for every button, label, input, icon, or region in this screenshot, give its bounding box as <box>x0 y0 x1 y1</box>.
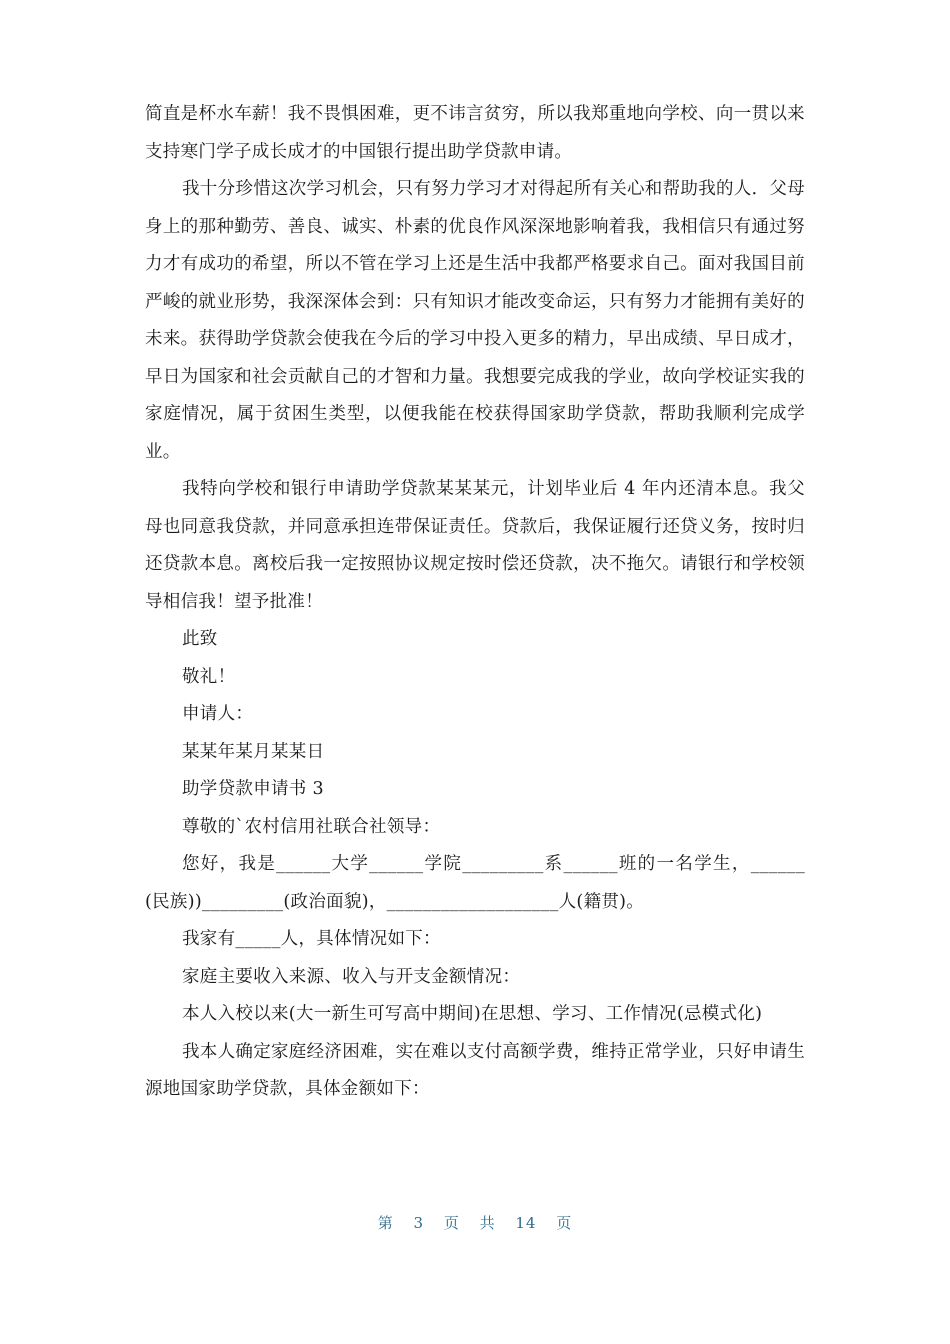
paragraph: 我本人确定家庭经济困难，实在难以支付高额学费，维持正常学业，只好申请生源地国家助学贷款，具体金额如下： <box>145 1041 805 1099</box>
date-line: 某某年某月某某日 <box>182 741 325 762</box>
document-body <box>145 96 805 1109</box>
section-title: 助学贷款申请书 3 <box>182 779 324 799</box>
closing-salutation: 此致 <box>182 629 218 649</box>
paragraph: 本人入校以来(大一新生可写高中期间)在思想、学习、工作情况(忌模式化) <box>182 1004 763 1024</box>
paragraph: 家庭主要收入来源、收入与开支金额情况： <box>182 966 521 987</box>
page-number-footer: 第 3 页 共 14 页 <box>377 1214 573 1232</box>
paragraph: 我十分珍惜这次学习机会，只有努力学习才对得起所有关心和帮助我的人．父母身上的那种勤劳、善良、诚实、朴素的优良作风深深地影响着我，我相信只有通过努力才有成功的希望，所以不管在学习上还是生活中我都严格要求自己。面对我国目前严峻的就业形势，我深深体会到：只有知识才能改变命运，只有努力才能拥有美好的未来。获得助学贷款会使我在今后的学习中投入更多的精力，早出成绩、早日成才，早日为国家和社会贡献自己的才智和力量。我想要完成我的学业，故向学校证实我的家庭情况，属于贫困生类型，以便我能在校获得国家助学贷款，帮助我顺利完成学业。 <box>145 179 805 462</box>
applicant-label: 申请人： <box>182 704 254 724</box>
paragraph: 我特向学校和银行申请助学贷款某某某元，计划毕业后 4 年内还清本息。我父母也同意我贷款，并同意承担连带保证责任。贷款后，我保证履行还贷义务，按时归还贷款本息。离校后我一定按照协议规定按时偿还贷款，决不拖欠。请银行和学校领导相信我！望予批准！ <box>145 479 805 612</box>
paragraph: 您好，我是______大学______学院_________系______班的一名学生，______(民族))_________(政治面貌)，___________________人(籍贯)。 <box>145 854 805 912</box>
paragraph: 简直是杯水车薪！我不畏惧困难，更不讳言贫穷，所以我郑重地向学校、向一贯以来支持寒门学子成长成才的中国银行提出助学贷款申请。 <box>145 104 805 162</box>
paragraph: 我家有_____人，具体情况如下： <box>182 929 441 949</box>
greeting: 尊敬的`农村信用社联合社领导： <box>182 816 441 837</box>
closing-respect: 敬礼！ <box>182 666 236 687</box>
